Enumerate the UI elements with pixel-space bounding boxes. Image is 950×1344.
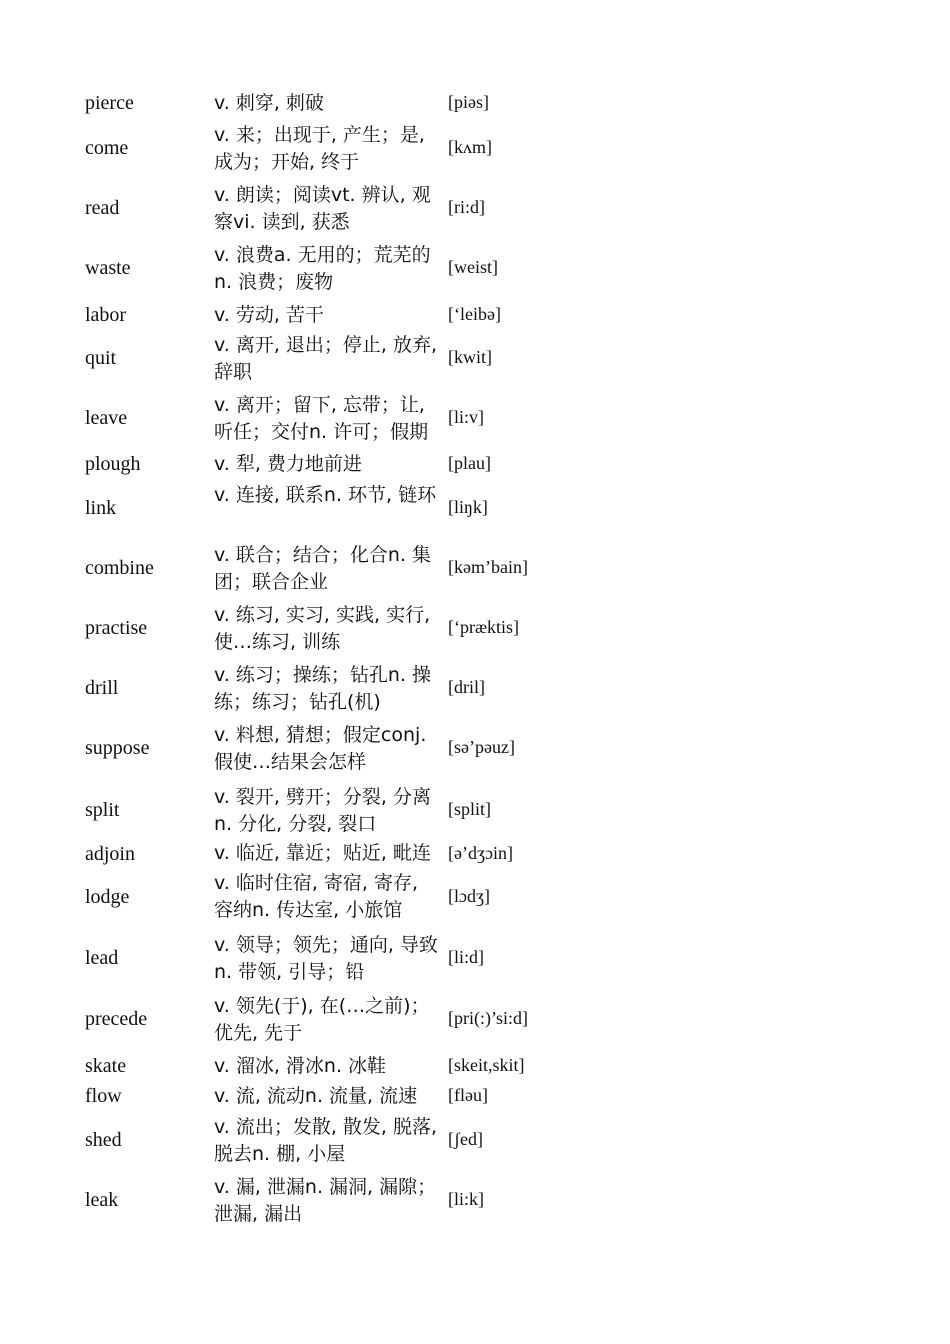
vocab-phonetic: [kəm’bain] [448,557,528,577]
vocab-phonetic: [kwit] [448,347,492,367]
vocab-row [0,662,950,716]
vocab-word: quit [85,347,117,369]
vocab-word: read [85,197,120,219]
vocab-row [0,451,950,478]
vocab-definition: v. 浪费a. 无用的；荒芜的n. 浪费；废物 [214,244,431,293]
vocab-row [0,392,950,446]
vocab-word: practise [85,617,148,639]
vocab-phonetic: [lɔdʒ] [448,886,490,906]
vocab-word: leak [85,1189,119,1211]
vocab-phonetic: [skeit,skit] [448,1054,525,1075]
vocab-row [0,722,950,776]
vocab-row [0,1053,950,1080]
vocab-row [0,840,950,870]
vocab-word: shed [85,1129,122,1151]
vocab-definition: v. 连接, 联系n. 环节, 链环 [214,484,437,506]
vocab-definition: v. 练习；操练；钻孔n. 操练；练习；钻孔(机) [214,664,431,713]
vocab-definition: v. 离开, 退出；停止, 放弃, 辞职 [214,334,438,383]
vocab-word: combine [85,557,154,579]
vocab-row [0,1114,950,1168]
vocab-definition: v. 料想, 猜想；假定conj. 假使…结果会怎样 [214,724,427,773]
vocab-definition: v. 流, 流动n. 流量, 流速 [214,1085,418,1107]
vocab-word: precede [85,1008,148,1030]
vocab-definition: v. 来；出现于, 产生；是, 成为；开始, 终于 [214,124,425,173]
vocab-word: leave [85,407,128,429]
vocab-definition: v. 临时住宿, 寄宿, 寄存, 容纳n. 传达室, 小旅馆 [214,872,419,921]
vocab-row [0,870,950,926]
vocab-row [0,90,950,117]
vocab-word: flow [85,1084,122,1107]
vocab-definition: v. 犁, 费力地前进 [214,453,362,475]
vocab-word: plough [85,452,141,475]
vocab-phonetic: [‘leibə] [448,303,501,324]
vocab-phonetic: [dril] [448,677,485,697]
vocab-word: come [85,137,129,159]
vocab-word: drill [85,677,119,699]
vocab-row [0,932,950,986]
vocab-definition: v. 领导；领先；通向, 导致n. 带领, 引导；铅 [214,934,438,983]
vocab-phonetic: [ə’dʒɔin] [448,843,513,863]
vocab-definition: v. 联合；结合；化合n. 集团；联合企业 [214,544,431,593]
vocab-row [0,482,950,536]
vocab-word: suppose [85,737,150,759]
vocab-row [0,182,950,236]
vocab-phonetic: [ri:d] [448,197,485,217]
vocab-phonetic: [‘præktis] [448,617,519,637]
vocab-phonetic: [li:d] [448,947,484,967]
vocab-row [0,1083,950,1110]
vocab-phonetic: [plau] [448,452,491,473]
vocab-definition: v. 离开；留下, 忘带；让, 听任；交付n. 许可；假期 [214,394,429,443]
vocab-definition: v. 漏, 泄漏n. 漏洞, 漏隙；泄漏, 漏出 [214,1176,437,1225]
vocab-phonetic: [sə’pəuz] [448,737,515,757]
vocab-definition: v. 溜冰, 滑冰n. 冰鞋 [214,1055,387,1077]
vocab-word: adjoin [85,843,135,865]
vocab-phonetic: [ʃed] [448,1129,483,1149]
vocab-phonetic: [kʌm] [448,137,492,157]
vocab-definition: v. 领先(于), 在(…之前)；优先, 先于 [214,995,430,1044]
vocab-definition: v. 流出；发散, 散发, 脱落, 脱去n. 棚, 小屋 [214,1116,438,1165]
vocab-phonetic: [piəs] [448,91,489,112]
vocab-word: skate [85,1054,127,1077]
vocab-phonetic: [split] [448,799,491,819]
vocab-phonetic: [pri(:)’si:d] [448,1008,528,1028]
vocab-word: pierce [85,91,134,114]
vocab-row [0,302,950,329]
vocab-definition: v. 劳动, 苦干 [214,304,324,326]
vocab-definition: v. 刺穿, 刺破 [214,92,324,114]
vocab-row [0,542,950,596]
vocab-definition: v. 临近, 靠近；贴近, 毗连 [214,842,432,864]
vocab-phonetic: [weist] [448,257,498,277]
vocab-row [0,122,950,176]
vocab-row [0,602,950,656]
vocab-phonetic: [fləu] [448,1084,488,1105]
vocab-row [0,993,950,1047]
vocab-phonetic: [li:k] [448,1189,484,1209]
vocab-word: lodge [85,886,130,908]
vocab-word: waste [85,257,131,279]
vocab-row [0,332,950,386]
vocab-definition: v. 练习, 实习, 实践, 实行, 使…练习, 训练 [214,604,431,653]
vocab-word: link [85,497,117,519]
vocab-word: split [85,799,120,821]
vocab-phonetic: [liŋk] [448,497,488,517]
vocab-phonetic: [li:v] [448,407,484,427]
vocab-definition: v. 裂开, 劈开；分裂, 分离n. 分化, 分裂, 裂口 [214,786,432,835]
vocab-row [0,242,950,296]
vocab-word: lead [85,947,119,969]
vocab-word: labor [85,303,127,326]
vocab-row [0,784,950,838]
vocab-definition: v. 朗读；阅读vt. 辨认, 观察vi. 读到, 获悉 [214,184,431,233]
vocab-row [0,1174,950,1228]
